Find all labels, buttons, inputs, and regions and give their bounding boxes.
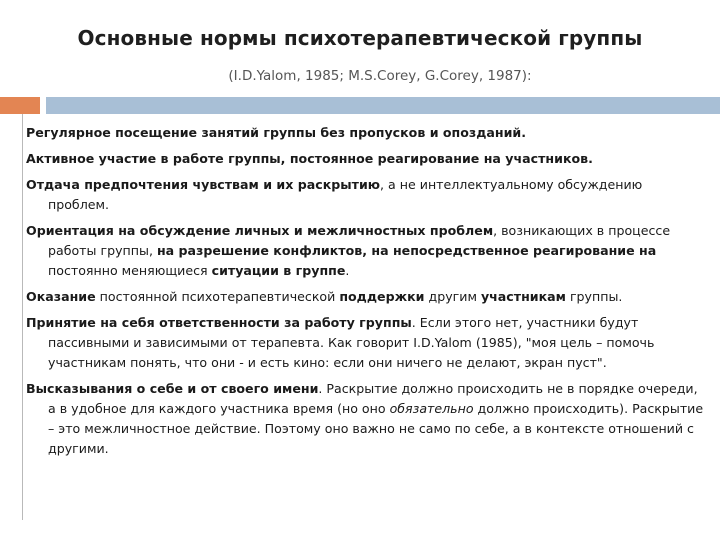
norm-6-bold: Принятие на себя ответственности за работу группы: [26, 315, 412, 330]
norms-list: [26, 123, 706, 465]
norm-item-1: [26, 123, 706, 143]
norm-1-bold: Регулярное посещение занятий группы без пропусков и опозданий.: [26, 125, 527, 140]
norm-7-text: . Раскрытие должно происходить не в порядке очереди, а в удобное для каждого участника время (но оно: [48, 381, 698, 416]
norm-5-text: постоянной психотерапевтической: [95, 289, 340, 304]
norm-3-text: , а не интеллектуальному обсуждению проблем.: [48, 177, 643, 212]
slide-title: Основные нормы психотерапевтической группы: [77, 26, 643, 50]
norm-item-7: [26, 379, 706, 459]
norm-5-bold3: участникам: [480, 289, 566, 304]
norm-4-text: , возникающих в процессе работы группы,: [48, 223, 671, 258]
norm-5-bold2: поддержки: [339, 289, 425, 304]
norm-4-bold: Ориентация на обсуждение личных и межличностных проблем: [26, 223, 494, 238]
norm-7-italic: обязательно: [389, 401, 474, 416]
norm-7-bold: Высказывания о себе и от своего имени: [26, 381, 319, 396]
norm-item-6: [26, 313, 706, 373]
norm-item-5: [26, 287, 706, 307]
norm-4-text3: .: [345, 263, 350, 278]
norm-4-bold3: ситуации в группе: [211, 263, 346, 278]
norm-5-text3: группы.: [565, 289, 623, 304]
norm-4-text2: постоянно меняющиеся: [48, 263, 212, 278]
norm-item-4: [26, 221, 706, 281]
norm-5-bold: Оказание: [26, 289, 96, 304]
slide-subtitle: (I.D.Yalom, 1985; M.S.Corey, G.Corey, 1987):: [228, 68, 532, 84]
norm-7-text2: должно происходить). Раскрытие – это межличностное действие. Поэтому оно важно не само по себе, а в контексте отношений с другими.: [48, 401, 704, 456]
norm-2-bold: Активное участие в работе группы, постоянное реагирование на участников.: [26, 151, 593, 166]
norm-5-text2: другим: [424, 289, 481, 304]
norm-item-3: [26, 175, 706, 215]
norm-6-text: . Если этого нет, участники будут пассивными и зависимыми от терапевта. Как говорит I.D.Yalom (1985), "моя цель – помочь участникам понять, что они - и есть кино: если они ничего не делают, экран пуст".: [48, 315, 655, 370]
norm-item-2: [26, 149, 706, 169]
norm-3-bold: Отдача предпочтения чувствам и их раскрытию: [26, 177, 381, 192]
blue-accent-bar: [46, 97, 720, 114]
orange-accent-bar: [0, 97, 40, 114]
left-vertical-rule: [22, 114, 23, 520]
norm-4-bold2: на разрешение конфликтов, на непосредственное реагирование на: [156, 243, 657, 258]
